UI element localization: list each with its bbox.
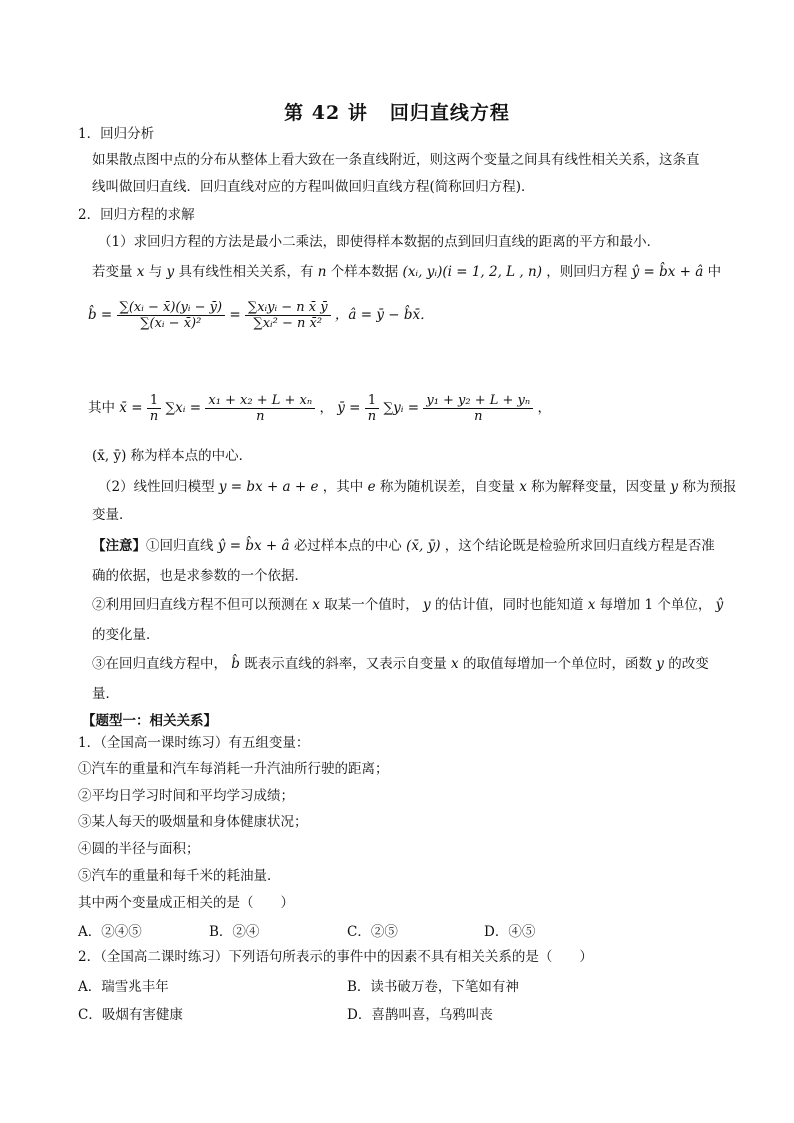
question-1-prompt: 其中两个变量成正相关的是（ ） [78,895,294,911]
question-1-option-b[interactable]: B．②④ [209,924,260,940]
math-samples: (xᵢ, yᵢ)(i = 1, 2, L , n) [402,264,542,280]
fraction-b-definition: $\frac{\text{∑(xᵢ − x̄)(yᵢ − ȳ)}}{\text{∑(xᵢ − x̄)²}}$ [117,300,225,331]
question-1-option-d[interactable]: D．④⑤ [484,924,536,940]
question-1-item-2: ②平均日学习时间和平均学习成绩； [78,788,294,804]
question-2-stem: 2．（全国高二课时练习）下列语句所表示的事件中的因素不具有相关关系的是（ ） [78,949,593,965]
note-2-line2: 的变化量． [92,627,160,643]
section-2-variables-line: 若变量 x 与 y 具有线性相关关系，有 n 个样本数据 (xᵢ, yᵢ)(i = 1, 2, L , n) ，则回归方程 ŷ = b̂x + â 中 [92,264,722,280]
question-1-item-1: ①汽车的重量和汽车每消耗一升汽油所行驶的距离； [78,761,389,777]
note-1-line2: 确的依据，也是求参数的一个依据． [92,568,308,584]
question-1-item-4: ④圆的半径与面积； [78,841,200,857]
question-2-option-a[interactable]: A．瑞雪兆丰年 [78,979,169,995]
sample-center-line: (x̄, ȳ) 称为样本点的中心． [92,448,253,464]
question-1-stem: 1．（全国高一课时练习）有五组变量： [78,735,310,751]
question-2-option-d[interactable]: D．喜鹊叫喜，乌鸦叫丧 [347,1007,493,1023]
type1-heading: 【题型一：相关关系】 [82,713,217,729]
formula-a-hat: ，â = ȳ − b̂x̄． [334,307,434,323]
question-2-option-c[interactable]: C．吸烟有害健康 [78,1007,183,1023]
section-1-paragraph-line1: 如果散点图中点的分布从整体上看大致在一条直线附近，则这两个变量之间具有线性相关关系，这条直 [92,152,700,168]
note-label: 【注意】 [92,538,146,554]
section-2-heading: 2．回归方程的求解 [78,207,195,223]
section-1-heading: 1．回归分析 [78,126,155,142]
section-2-item-1: （1）求回归方程的方法是最小二乘法，即使得样本数据的点到回归直线的距离的平方和最小． [98,234,661,250]
fraction-b-computational: $\frac{\text{∑xᵢyᵢ − n x̄ ȳ}}{\text{∑xᵢ² − n x̄²}}$ [245,300,331,331]
page-title [0,98,794,125]
math-n: n [317,264,327,280]
note-3: ③在回归直线方程中， b̂ 既表示直线的斜率，又表示自变量 x 的取值每增加一个单位时，函数 y 的改变 [92,656,709,672]
question-2-option-b[interactable]: B．读书破万卷，下笔如有神 [347,979,519,995]
math-regression-equation: ŷ = b̂x + â [631,264,704,280]
math-y: y [166,264,175,280]
note-1: 【注意】①回归直线 ŷ = b̂x + â 必过样本点的中心 (x̄, ȳ) ，这个结论既是检验所求回归直线方程是否准 [92,538,715,554]
note-2: ②利用回归直线方程不但可以预测在 x 取某一个值时， y 的估计值，同时也能知道 x 每增加 1 个单位， ŷ [92,597,724,613]
formula-means: 其中 x̄ = $\frac{1}{n}$ ∑xᵢ = $\frac{\text{x₁ + x₂ + L + xₙ}}{n}$ ， ȳ = $\frac{1}{n}$ ∑yᵢ = $\frac{\text{y₁ + y₂ + L + yₙ}}{n}$ ， [88,393,551,424]
note-3-line2: 量． [92,686,119,702]
formula-b-hat: b̂ = $\frac{\text{∑(xᵢ − x̄)(yᵢ − ȳ)}}{\text{∑(xᵢ − x̄)²}}$ = $\frac{\text{∑xᵢyᵢ − n x̄ ȳ}}{\text{∑xᵢ² − n x̄²}}$ ，â = ȳ − b̂x̄． [88,300,434,331]
math-x: x [136,264,145,280]
section-2-item-2-line2: 变量． [92,507,133,523]
question-1-item-5: ⑤汽车的重量和每千米的耗油量． [78,868,281,884]
section-2-item-2: （2）线性回归模型 y = bx + a + e ，其中 e 称为随机误差，自变量 x 称为解释变量，因变量 y 称为预报 [98,479,737,495]
question-1-item-3: ③某人每天的吸烟量和身体健康状况； [78,814,308,830]
question-1-option-a[interactable]: A．②④⑤ [78,924,142,940]
title-lecture-number: 第 42 讲 [284,102,368,124]
question-1-option-c[interactable]: C．②⑤ [347,924,398,940]
section-1-paragraph-line2: 线叫做回归直线．回归直线对应的方程叫做回归直线方程(简称回归方程)． [92,179,535,195]
title-topic: 回归直线方程 [389,102,510,124]
